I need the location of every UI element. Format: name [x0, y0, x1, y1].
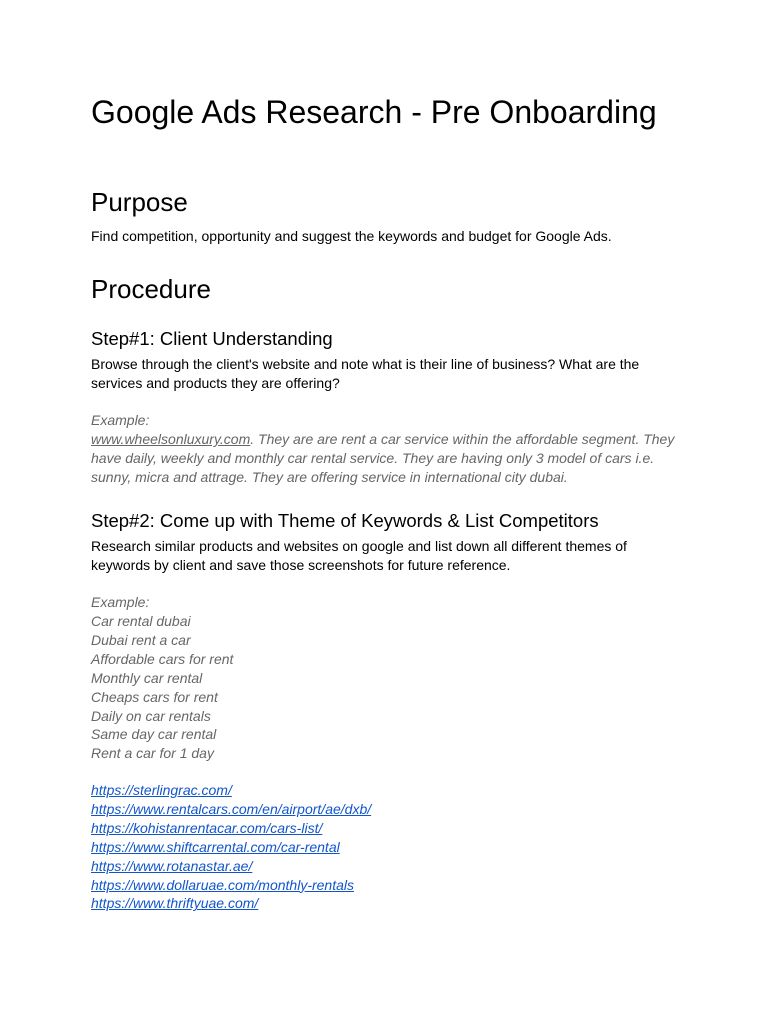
competitor-link-list [91, 781, 371, 913]
keyword-item: Daily on car rentals [91, 707, 211, 724]
step2-text: Research similar products and websites on google and list down all different themes of keywords by client and save those screenshots for future reference. [91, 538, 627, 573]
keyword-item: Cheaps cars for rent [91, 688, 218, 705]
list-item [91, 838, 371, 857]
list-item [91, 876, 371, 895]
competitor-link[interactable]: https://kohistanrentacar.com/cars-list/ [91, 819, 323, 836]
competitor-link[interactable]: https://www.rotanastar.ae/ [91, 857, 253, 874]
list-item [91, 857, 371, 876]
step1-example-body [91, 430, 681, 487]
step2-heading: Step#2: Come up with Theme of Keywords & List Competitors [91, 510, 599, 531]
step1-text: Browse through the client's website and note what is their line of business? What are the services and products they are offering? [91, 356, 640, 391]
keyword-item: Rent a car for 1 day [91, 745, 214, 762]
purpose-text: Find competition, opportunity and suggest the keywords and budget for Google Ads. [91, 228, 612, 244]
step1-example [91, 411, 681, 487]
step1-heading: Step#1: Client Understanding [91, 328, 333, 349]
step1-example-label: Example: [91, 412, 150, 428]
competitor-link[interactable]: https://sterlingrac.com/ [91, 782, 232, 798]
step2-example-label: Example: [91, 594, 150, 610]
keyword-list [91, 612, 233, 763]
list-item [91, 819, 371, 838]
client-website-link[interactable]: www.wheelsonluxury.com [91, 431, 251, 447]
competitor-link[interactable]: https://www.rentalcars.com/en/airport/ae/dxb/ [91, 800, 372, 817]
competitor-link[interactable]: https://www.shiftcarrental.com/car-rental [91, 838, 340, 855]
keyword-item: Dubai rent a car [91, 631, 191, 648]
keyword-item: Same day car rental [91, 726, 217, 743]
keyword-item: Car rental dubai [91, 613, 191, 629]
step1-example-text: . They are are rent a car service within the affordable segment. They have daily, weekly and monthly car rental service. They are having only 3 model of cars i.e. sunny, micra and attrage. They are offering service in international city dubai. [91, 431, 675, 485]
list-item [91, 800, 371, 819]
list-item [91, 894, 371, 913]
keyword-item: Affordable cars for rent [91, 650, 234, 667]
keyword-item: Monthly car rental [91, 669, 203, 686]
procedure-heading: Procedure [91, 274, 211, 304]
document-title: Google Ads Research - Pre Onboarding [91, 94, 657, 130]
competitor-link[interactable]: https://www.thriftyuae.com/ [91, 895, 259, 912]
purpose-heading: Purpose [91, 187, 188, 217]
list-item [91, 781, 371, 800]
competitor-link[interactable]: https://www.dollaruae.com/monthly-rentals [91, 876, 354, 893]
